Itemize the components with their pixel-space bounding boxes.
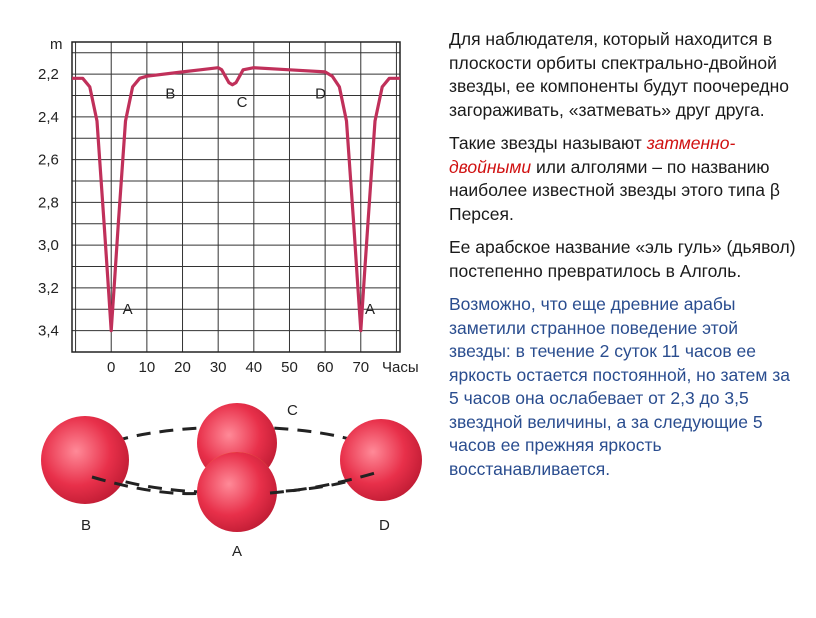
paragraph-1: Для наблюдателя, который находится в плоскости орбиты спектрально-двойной звезды, ее компоненты будут поочередно загораживать, «затмевать» друг друга. [449, 29, 790, 120]
light-curve-chart [0, 0, 430, 390]
x-tick-label: 50 [281, 359, 298, 376]
point-label: B [165, 85, 176, 103]
label-c: C [287, 402, 298, 419]
paragraph-2-start: Такие звезды называют [449, 133, 647, 153]
x-tick-label: 60 [316, 359, 334, 376]
y-tick-label: 2,2 [38, 66, 59, 84]
x-tick-label: 10 [138, 359, 156, 376]
label-b: B [81, 517, 92, 534]
star-b [41, 416, 129, 504]
light-curve-svg [0, 0, 430, 390]
point-label: C [236, 93, 248, 111]
orbit-diagram [0, 385, 440, 613]
point-label: A [122, 301, 133, 319]
paragraph-3: Ее арабское название «эль гуль» (дьявол) постепенно превратилось в Алголь. [449, 237, 796, 281]
x-tick-label: 30 [209, 359, 227, 376]
point-label: A [365, 301, 376, 319]
y-tick-label: 2,8 [38, 194, 59, 212]
label-a: A [232, 543, 243, 560]
y-tick-label: 2,6 [38, 151, 59, 169]
y-axis-label: m [50, 36, 63, 53]
paragraph-2 [449, 132, 799, 226]
x-tick-label: 20 [174, 359, 191, 376]
label-d: D [379, 517, 390, 534]
star-d [340, 419, 422, 501]
term-eclipsing-binary: затменно-двойными [449, 133, 736, 177]
paragraph-2-end: или алголями – по названию наиболее известной звезды этого типа β Персея. [449, 156, 780, 224]
paragraph-4: Возможно, что еще древние арабы заметили странное поведение этой звезды: в течение 2 суток 11 часов ее яркость остается постоянной, но затем за 5 часов она ослабевает от 2,3 до 3,5 звездной величины, а за следующие 5 часов ее прежняя яркость восстанавливается. [449, 294, 791, 479]
description-text [449, 28, 799, 491]
y-tick-label: 3,2 [38, 279, 59, 297]
x-tick-label: 0 [107, 359, 116, 376]
x-axis-label: Часы [382, 359, 419, 376]
x-tick-label: 40 [245, 359, 263, 376]
star-a [197, 452, 277, 532]
point-label: D [315, 85, 326, 103]
orbit-svg [0, 385, 440, 613]
y-tick-label: 3,0 [38, 237, 59, 255]
x-tick-label: 70 [352, 359, 370, 376]
y-tick-label: 2,4 [38, 108, 59, 126]
y-tick-label: 3,4 [38, 322, 59, 340]
